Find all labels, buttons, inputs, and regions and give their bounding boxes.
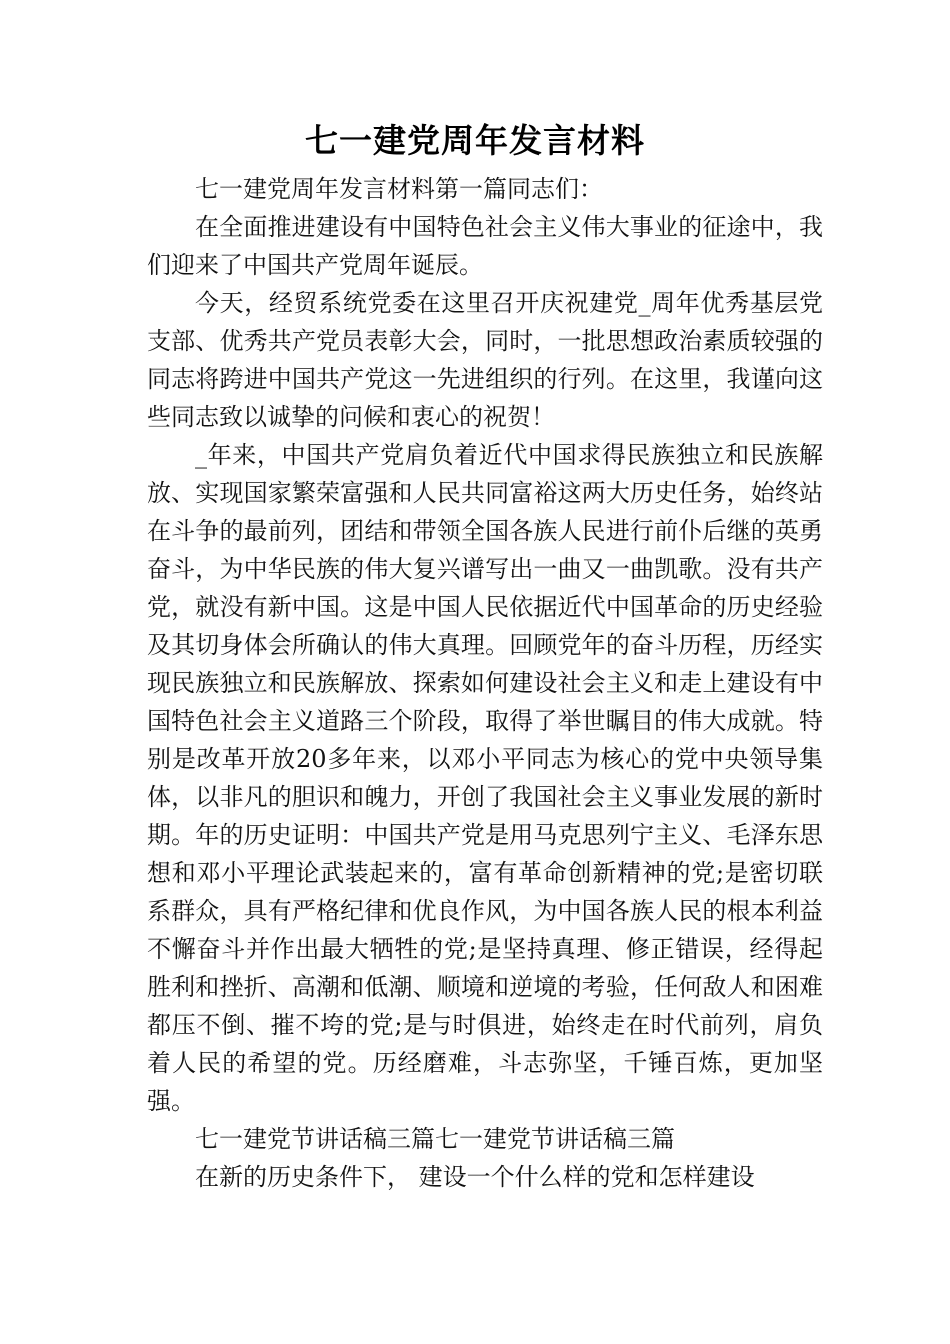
document-title: 七一建党周年发言材料: [305, 121, 645, 160]
paragraph-meeting: 今天，经贸系统党委在这里召开庆祝建党_周年优秀基层党支部、优秀共产党员表彰大会，同时，一批思想政治素质较强的同志将跨进中国共产党这一先进组织的行列。在这里，我谨向这些同志致以诚挚的问候和衷心的祝贺！: [147, 289, 823, 431]
paragraph-heading-speech: 七一建党节讲话稿三篇七一建党节讲话稿三篇: [195, 1125, 675, 1153]
paragraph-intro: 在全面推进建设有中国特色社会主义伟大事业的征途中，我们迎来了中国共产党周年诞辰。: [147, 213, 823, 279]
paragraph-closing: 在新的历史条件下， 建设一个什么样的党和怎样建设: [195, 1163, 755, 1191]
document-body: [147, 170, 823, 1196]
paragraph-history: _年来，中国共产党肩负着近代中国求得民族独立和民族解放、实现国家繁荣富强和人民共同富裕这两大历史任务，始终站在斗争的最前列，团结和带领全国各族人民进行前仆后继的英勇奋斗，为中华民族的伟大复兴谱写出一曲又一曲凯歌。没有共产党，就没有新中国。这是中国人民依据近代中国革命的历史经验及其切身体会所确认的伟大真理。回顾党年的奋斗历程，历经实现民族独立和民族解放、探索如何建设社会主义和走上建设有中国特色社会主义道路三个阶段，取得了举世瞩目的伟大成就。特别是改革开放20多年来，以邓小平同志为核心的党中央领导集体，以非凡的胆识和魄力，开创了我国社会主义事业发展的新时期。年的历史证明：中国共产党是用马克思列宁主义、毛泽东思想和邓小平理论武装起来的，富有革命创新精神的党;是密切联系群众，具有严格纪律和优良作风，为中国各族人民的根本利益不懈奋斗并作出最大牺牲的党;是坚持真理、修正错误，经得起胜利和挫折、高潮和低潮、顺境和逆境的考验，任何敌人和困难都压不倒、摧不垮的党;是与时俱进，始终走在时代前列，肩负着人民的希望的党。历经磨难，斗志弥坚，千锤百炼，更加坚强。: [147, 441, 823, 1115]
paragraph-greeting: 七一建党周年发言材料第一篇同志们：: [195, 175, 603, 203]
